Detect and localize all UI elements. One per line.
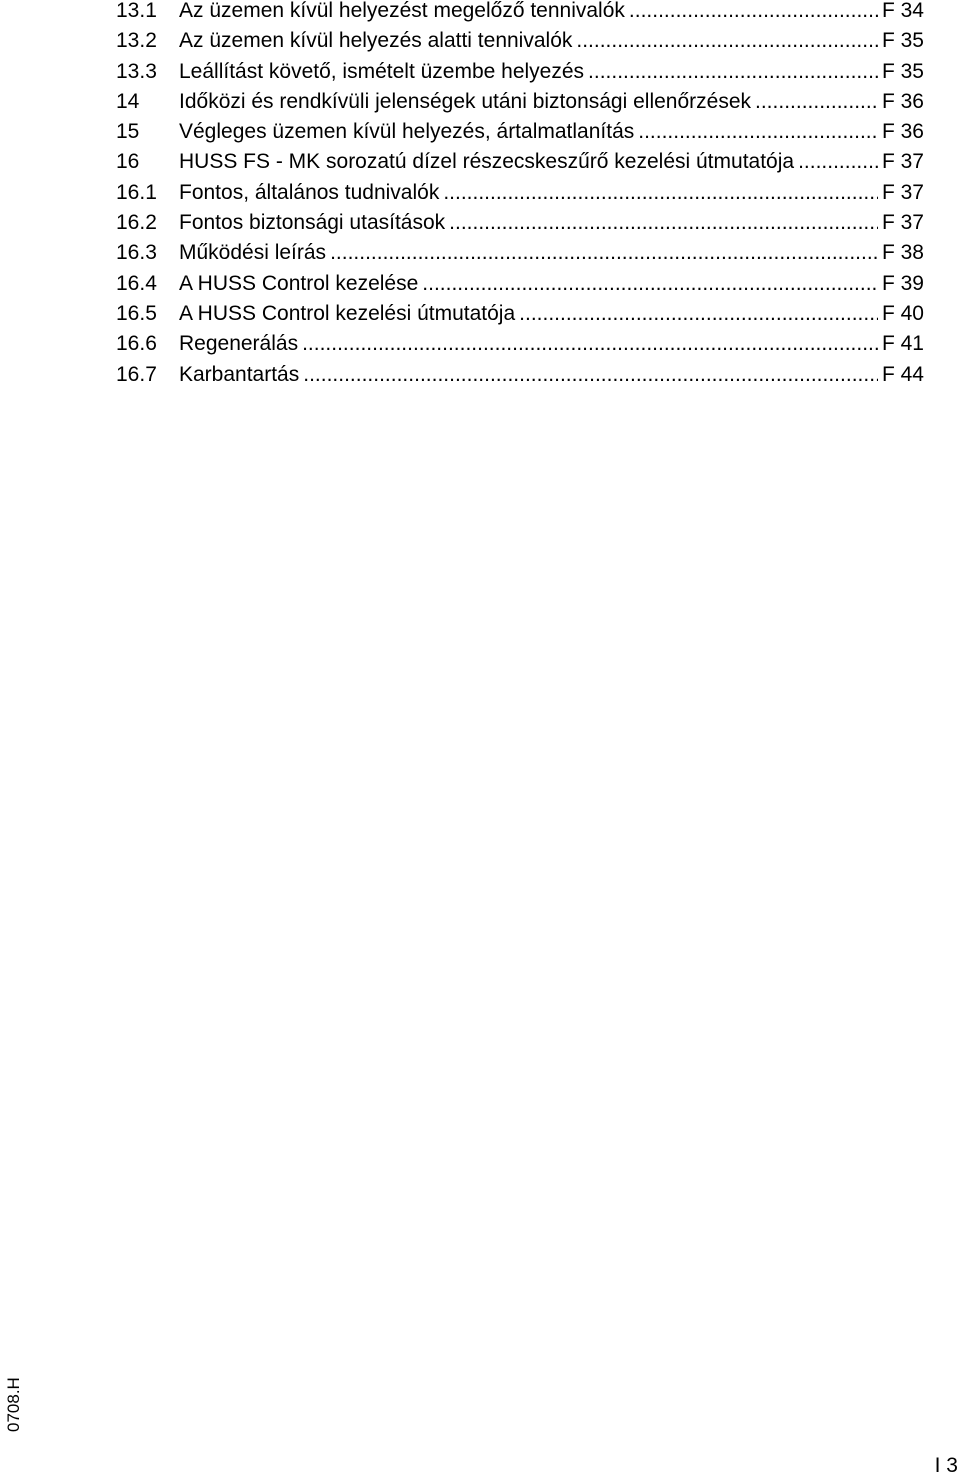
toc-entry-number: 16.2 — [116, 211, 157, 235]
toc-entry-number: 16.6 — [116, 332, 157, 356]
toc-entry-page: F 35 — [881, 59, 924, 83]
toc-dot-leader — [519, 299, 878, 329]
toc-dot-leader — [443, 178, 878, 208]
toc-dot-leader — [576, 26, 878, 56]
toc-entry-title: Regenerálás — [179, 332, 299, 356]
toc-dot-leader — [588, 57, 878, 87]
toc-entry-page: F 34 — [881, 0, 924, 22]
toc-entry-number: 15 — [116, 120, 140, 144]
toc-entry-title: HUSS FS - MK sorozatú dízel részecskeszűrő kezelési útmutatója — [179, 150, 795, 174]
toc-entry[interactable] — [116, 26, 924, 56]
toc-entry[interactable] — [116, 208, 924, 238]
toc-entry[interactable] — [116, 87, 924, 117]
toc-entry-page: F 38 — [881, 241, 924, 265]
toc-dot-leader — [638, 117, 878, 147]
toc-dot-leader — [330, 238, 878, 268]
toc-entry-number: 16 — [116, 150, 140, 174]
toc-entry-title: Leállítást követő, ismételt üzembe helyezés — [179, 59, 585, 83]
toc-entry[interactable] — [116, 360, 924, 390]
toc-entry-page: F 37 — [881, 180, 924, 204]
toc-entry-title: A HUSS Control kezelési útmutatója — [179, 301, 516, 325]
toc-entry[interactable] — [116, 269, 924, 299]
toc-entry-number: 16.7 — [116, 362, 157, 386]
toc-entry[interactable] — [116, 299, 924, 329]
toc-entry-number: 16.5 — [116, 301, 157, 325]
toc-entry-page: F 41 — [881, 332, 924, 356]
toc-entry-page: F 40 — [881, 301, 924, 325]
toc-dot-leader — [422, 269, 878, 299]
toc-dot-leader — [629, 0, 878, 26]
toc-entry[interactable] — [116, 117, 924, 147]
toc-entry-title: Időközi és rendkívüli jelenségek utáni biztonsági ellenőrzések — [179, 89, 752, 113]
toc-dot-leader — [755, 87, 878, 117]
toc-entry-page: F 37 — [881, 150, 924, 174]
toc-entry-title: A HUSS Control kezelése — [179, 271, 419, 295]
toc-entry-number: 14 — [116, 89, 140, 113]
page-number: I 3 — [934, 1454, 958, 1477]
toc-entry[interactable] — [116, 238, 924, 268]
toc-entry-page: F 35 — [881, 29, 924, 53]
toc-entry-title: Végleges üzemen kívül helyezés, ártalmatlanítás — [179, 120, 635, 144]
toc-entry[interactable] — [116, 178, 924, 208]
toc-entry-title: Működési leírás — [179, 241, 327, 265]
toc-entry[interactable] — [116, 57, 924, 87]
toc-entry-page: F 39 — [881, 271, 924, 295]
toc-entry-title: Fontos biztonsági utasítások — [179, 211, 446, 235]
toc-entry-title: Az üzemen kívül helyezést megelőző tennivalók — [179, 0, 625, 22]
toc-dot-leader — [302, 329, 878, 359]
document-code: 0708.H — [4, 1377, 23, 1432]
toc-entry-number: 13.3 — [116, 59, 157, 83]
toc-entry-number: 16.4 — [116, 271, 157, 295]
toc-entry[interactable] — [116, 0, 924, 26]
toc-entry-page: F 36 — [881, 89, 924, 113]
toc-entry[interactable] — [116, 147, 924, 177]
toc-entry-page: F 44 — [881, 362, 924, 386]
toc-dot-leader — [449, 208, 878, 238]
toc-entry[interactable] — [116, 329, 924, 359]
toc-entry-title: Fontos, általános tudnivalók — [179, 180, 440, 204]
toc-entry-title: Az üzemen kívül helyezés alatti tennivalók — [179, 29, 573, 53]
toc-entry-page: F 36 — [881, 120, 924, 144]
table-of-contents — [116, 0, 924, 390]
toc-entry-number: 16.1 — [116, 180, 157, 204]
toc-entry-number: 13.1 — [116, 0, 157, 22]
toc-entry-page: F 37 — [881, 211, 924, 235]
toc-dot-leader — [303, 360, 878, 390]
toc-entry-title: Karbantartás — [179, 362, 300, 386]
toc-entry-number: 16.3 — [116, 241, 157, 265]
toc-entry-number: 13.2 — [116, 29, 157, 53]
toc-dot-leader — [798, 147, 878, 177]
